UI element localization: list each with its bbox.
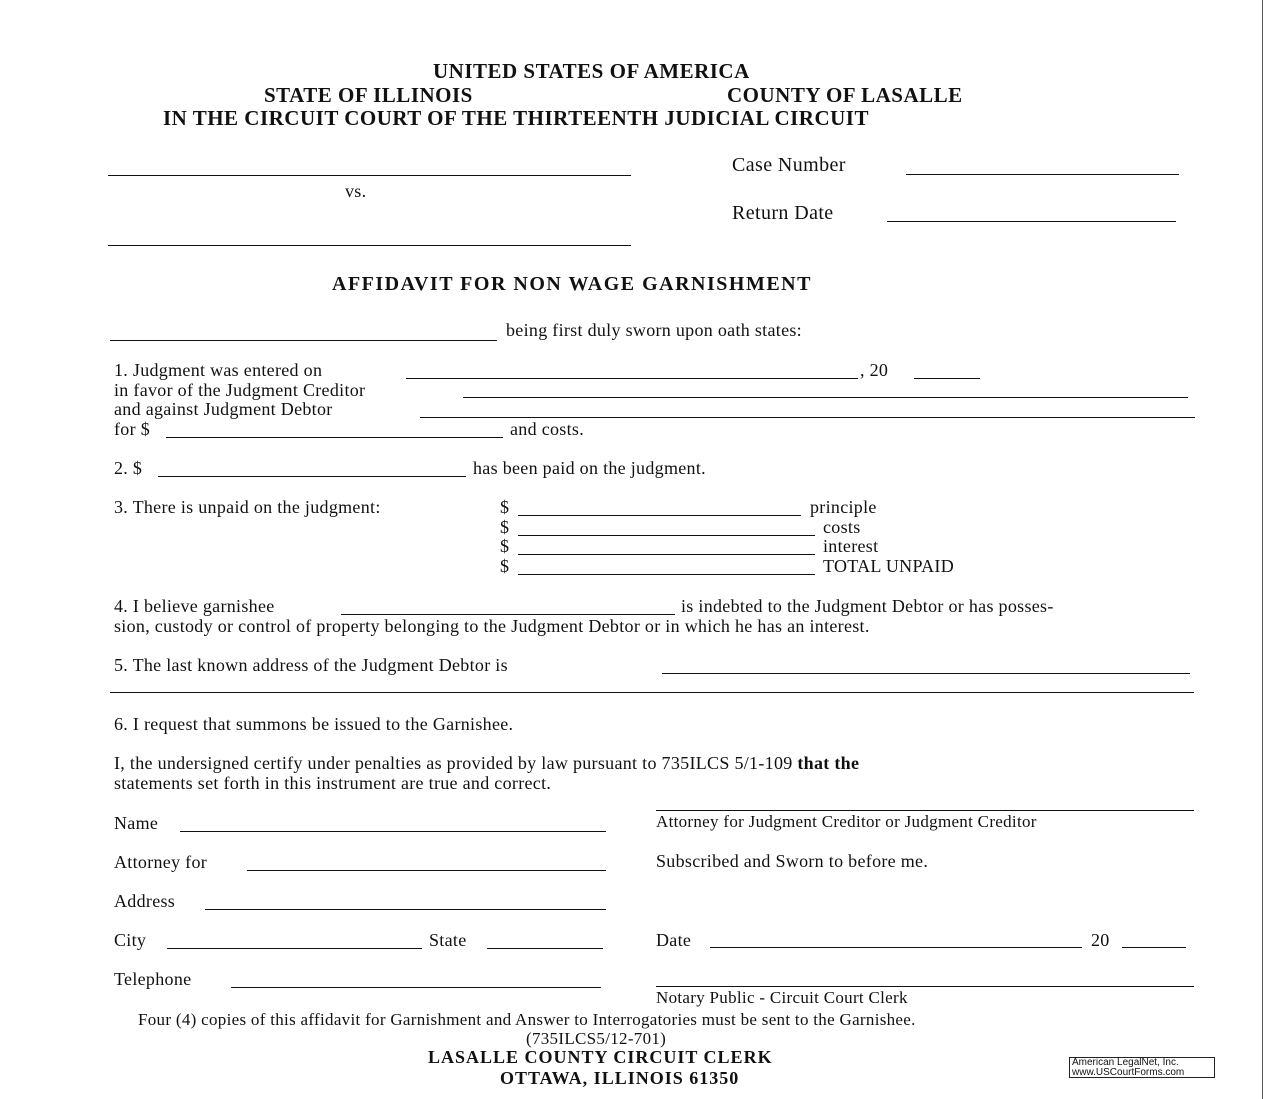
state-field[interactable] <box>487 948 603 949</box>
address-label: Address <box>114 891 176 911</box>
item1-judgment-label: 1. Judgment was entered on <box>114 360 323 380</box>
item4-line2: sion, custody or control of property belonging to the Judgment Debtor or in which he has an interest. <box>114 616 870 636</box>
defendant-line[interactable] <box>108 245 631 246</box>
oath-text: being first duly sworn upon oath states: <box>506 320 802 340</box>
telephone-field[interactable] <box>231 987 601 988</box>
footer-address: OTTAWA, ILLINOIS 61350 <box>500 1068 740 1088</box>
sworn-date-field[interactable] <box>710 947 1082 948</box>
item3-dollar: $ <box>500 497 510 517</box>
item3-interest-label: interest <box>823 536 879 556</box>
date-year-prefix: 20 <box>1091 930 1110 950</box>
unpaid-interest-field[interactable] <box>518 554 815 555</box>
name-label: Name <box>114 813 159 833</box>
debtor-address-field[interactable] <box>662 673 1190 674</box>
item3-dollar: $ <box>500 556 510 576</box>
item3-dollar: $ <box>500 536 510 556</box>
amount-paid-field[interactable] <box>158 476 466 477</box>
scan-edge <box>1262 0 1263 1099</box>
name-field[interactable] <box>180 831 606 832</box>
unpaid-principle-field[interactable] <box>518 515 801 516</box>
item2-suffix: has been paid on the judgment. <box>473 458 706 478</box>
case-number-label: Case Number <box>732 154 846 176</box>
unpaid-costs-field[interactable] <box>518 535 815 536</box>
attorney-for-field[interactable] <box>247 870 606 871</box>
item3-principle-label: principle <box>810 497 877 517</box>
logo-line1: American LegalNet, Inc. <box>1072 1057 1179 1068</box>
footer-clerk: LASALLE COUNTY CIRCUIT CLERK <box>428 1047 773 1067</box>
state-label: State <box>429 930 467 950</box>
item3-label: 3. There is unpaid on the judgment: <box>114 497 381 517</box>
legalnet-logo <box>1069 1057 1215 1078</box>
certify-line1 <box>114 753 859 774</box>
item2-prefix: 2. $ <box>114 458 143 478</box>
debtor-address-line2[interactable] <box>110 692 1194 693</box>
address-field[interactable] <box>205 909 606 910</box>
header-court: IN THE CIRCUIT COURT OF THE THIRTEENTH JUDICIAL CIRCUIT <box>163 106 869 130</box>
certify-bold: that the <box>797 753 860 773</box>
item3-dollar: $ <box>500 517 510 537</box>
item1-creditor-label: in favor of the Judgment Creditor <box>114 380 366 400</box>
return-date-label: Return Date <box>732 202 834 224</box>
judgment-amount-field[interactable] <box>166 437 503 438</box>
item4-prefix: 4. I believe garnishee <box>114 596 275 616</box>
item1-for-label: for $ <box>114 419 150 439</box>
footer-statute: (735ILCS5/12-701) <box>526 1029 667 1048</box>
item3-costs-label: costs <box>823 517 861 537</box>
total-unpaid-field[interactable] <box>518 574 815 575</box>
attorney-for-label: Attorney for <box>114 852 208 872</box>
judgment-creditor-field[interactable] <box>463 397 1188 398</box>
header-county: COUNTY OF LASALLE <box>727 83 963 107</box>
certify-line2: statements set forth in this instrument are true and correct. <box>114 773 552 793</box>
case-number-field[interactable] <box>906 174 1179 175</box>
sworn-year-field[interactable] <box>1122 947 1186 948</box>
city-field[interactable] <box>167 948 422 949</box>
judgment-year-field[interactable] <box>914 378 980 379</box>
item3-total-label: TOTAL UNPAID <box>823 556 954 576</box>
city-label: City <box>114 930 147 950</box>
plaintiff-line[interactable] <box>108 175 631 176</box>
page-title: AFFIDAVIT FOR NON WAGE GARNISHMENT <box>332 273 812 295</box>
notary-caption: Notary Public - Circuit Court Clerk <box>656 988 908 1007</box>
affiant-field[interactable] <box>110 340 497 341</box>
item6-text: 6. I request that summons be issued to the Garnishee. <box>114 714 514 734</box>
logo-line2: www.USCourtForms.com <box>1072 1067 1185 1078</box>
date-label: Date <box>656 930 692 950</box>
attorney-caption: Attorney for Judgment Creditor or Judgment Creditor <box>656 812 1037 831</box>
header-country: UNITED STATES OF AMERICA <box>433 59 750 83</box>
item5-label: 5. The last known address of the Judgment Debtor is <box>114 655 508 675</box>
judgment-date-field[interactable] <box>406 378 858 379</box>
creditor-signature-line[interactable] <box>656 810 1194 811</box>
subscribed-text: Subscribed and Sworn to before me. <box>656 851 929 871</box>
item4-suffix: is indebted to the Judgment Debtor or has posses- <box>681 596 1054 616</box>
header-state: STATE OF ILLINOIS <box>264 83 473 107</box>
telephone-label: Telephone <box>114 969 192 989</box>
judgment-debtor-field[interactable] <box>420 417 1195 418</box>
item1-costs-label: and costs. <box>510 419 584 439</box>
certify-text: I, the undersigned certify under penalties as provided by law pursuant to 735ILCS 5/1-109 <box>114 753 793 773</box>
footer-copies: Four (4) copies of this affidavit for Garnishment and Answer to Interrogatories must be sent to the Garnishee. <box>138 1010 916 1029</box>
garnishee-field[interactable] <box>341 614 675 615</box>
vs-label: vs. <box>345 181 367 201</box>
item1-year-prefix: , 20 <box>860 360 889 380</box>
return-date-field[interactable] <box>887 221 1176 222</box>
notary-signature-line[interactable] <box>656 986 1194 987</box>
item1-debtor-label: and against Judgment Debtor <box>114 399 333 419</box>
